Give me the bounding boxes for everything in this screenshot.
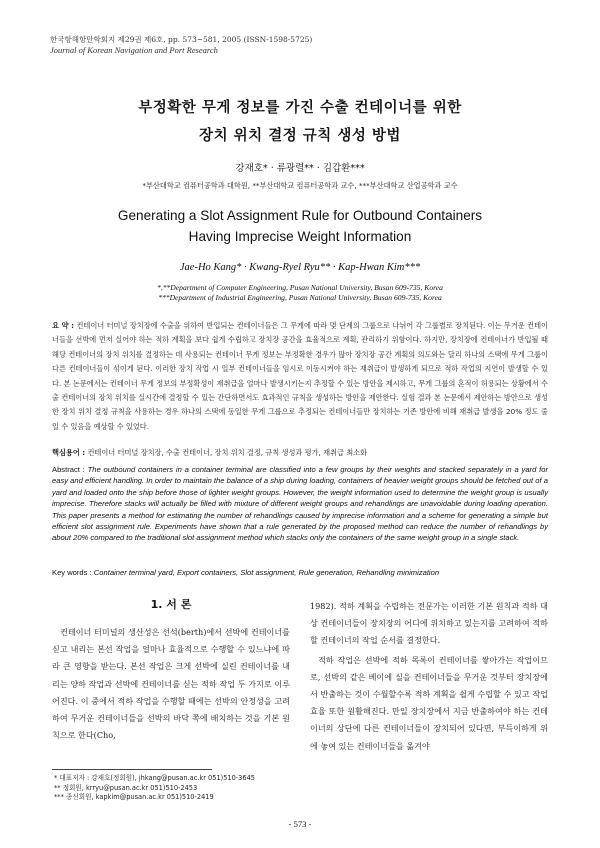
abstract-en-text: The outbound containers in a container terminal are classified into a few groups by their weights and stacked separately in a yard for easy and efficient handling. In order to maintain the balance of a ship during loading, containers of heavier weight groups should be fetched out of a yard and loaded onto the ship before those of lighter weight groups. However, the weight information used to determine the weight group is usually imprecise. Therefore stacks will actually be filled with mixture of different weight groups and rehandlings are unavoidable during loading operation. This paper presents a method for estimating the number of rehandlings caused by imprecise information and a scheme for generating a simple but efficient slot assignment rule. Experiments have shown that a rule generated by the proposed method can reduce the number of rehandlings by about 20% compared to the traditional slot assignment method which stacks only the containers of the same weight group in a single stack. [52,465,548,543]
intro-left-column: 컨테이너 터미널의 생산성은 선석(berth)에서 선박에 컨테이너를 싣고 내리는 본선 작업을 얼마나 효율적으로 수행할 수 있느냐에 따라 큰 영향을 받는다. 본선 작업은 크게 선박에 실린 컨테이너를 내리는 양하 작업과 선박에 컨테이너를 싣는 적하 작업 두 가지로 이루어진다. 이 중에서 적하 작업을 수행할 때에는 선박의 안정성을 고려하여 무거운 컨테이너들을 선박의 바닥 쪽에 배치하는 것을 기본 원칙으로 한다(Cho, [52,627,290,741]
footnote-divider [52,769,212,770]
title-en-line2: Having Imprecise Weight Information [188,229,412,244]
page-number: - 573 - [288,819,312,829]
affiliation-ko: *부산대학교 컴퓨터공학과 대학원, **부산대학교 컴퓨터공학과 교수, ***부산대학교 산업공학과 교수 [142,181,458,190]
keywords-ko [52,448,548,458]
title-ko-line2: 장치 위치 결정 규칙 생성 방법 [199,128,401,144]
affiliation-en-line1: *,**Department of Computer Engineering, Pusan National University, Busan 609-735, Korea [157,283,443,292]
footnote-3: *** 종신회원, kapkim@pusan.ac.kr 051)510-2419 [54,793,214,802]
intro-right-paragraph-2: 적하 작업은 선박에 적하 목록이 컨테이너를 쌓아가는 작업이므로, 선박의 같은 베이에 실을 컨테이너들을 무거운 것부터 장치장에서 반출하는 것이 수월할수록 적하 계획을 쉽게 수립할 수 있고 작업 효율 또한 원활해진다. 만일 장치장에서 지금 반출하여야 하는 컨테이너의 상단에 다른 컨테이너들이 장치되어 있다면, 부득이하게 위에 놓여 있는 컨테이너들을 옮겨야 [310,654,548,751]
section-heading: 1. 서 론 [150,598,192,611]
title-en-line1: Generating a Slot Assignment Rule for Outbound Containers [117,208,483,223]
keywords-en [52,568,548,577]
journal-name: Journal of Korean Navigation and Port Research [50,45,218,55]
affiliation-en-line2: ***Department of Industrial Engineering, Pusan National University, Busan 609-735, Korea [158,293,442,302]
abstract-ko-text: 컨테이너 터미널 장치장에 수출을 위하여 반입되는 컨테이너들은 그 무게에 따라 몇 단계의 그룹으로 나뉘어 각 그룹별로 장치된다. 이는 무거운 컨테이너들을 선박에 먼저 실어야 하는 적하 계획을 보다 쉽게 수립하고 장치장 공간을 효율적으로 계획, 관리하기 위함이다. 하지만, 장치장에 컨테이너가 반입될 때 해당 컨테이너의 장치 위치를 결정하는 데 사용되는 컨테이너 무게 정보는 부정확한 경우가 많아 장치장 공간 계획의 의도와는 달리 하나의 스택에 무게 그룹이 다른 컨테이너들이 섞이게 된다. 이러한 장치 작업 시 일부 컨테이너들을 임시로 이동시켜야 하는 재취급이 발생하게 되므로 적하 작업의 지연이 발생할 수 있다. 본 논문에서는 컨테이너 무게 정보의 부정확성이 재취급을 얼마나 발생시키는지 추정할 수 있는 방안을 제시하고, 무게 그룹의 혼적이 허용되는 상황에서 수출 컨테이너의 장치 위치를 실시간에 결정할 수 있는 간단하면서도 효과적인 규칙을 생성하는 방안을 제안한다. 실험 결과 본 논문에서 제안하는 방안으로 생성한 장치 위치 결정 규칙을 사용하는 경우 하나의 스택에 동일한 무게 그룹으로 추정되는 컨테이너들만 장치하는 기존 방안에 비해 재취급 발생을 20% 정도 줄일 수 있음을 예상할 수 있었다. [52,321,549,431]
footnote-2: ** 정회원, krryu@pusan.ac.kr 051)510-2453 [54,783,198,792]
keywords-ko-text: 컨테이너 터미널 장치장, 수출 컨테이너, 장치 위치 결정, 규칙 생성과 평가, 재취급 최소화 [87,448,368,457]
footnotes [54,774,255,803]
abstract-ko [52,319,548,434]
journal-citation: 한국항해항만학회지 제29권 제6호, pp. 573~581, 2005 (ISSN-1598-5725) [50,35,313,44]
keywords-en-text: Container terminal yard, Export containers, Slot assignment, Rule generation, Rehandling minimization [93,568,440,577]
abstract-en [52,464,548,544]
keywords-en-label: Key words : [52,568,92,577]
abstract-en-label: Abstract : [52,465,85,474]
abstract-ko-label: 요 약 : [52,321,75,330]
title-ko-line1: 부정확한 무게 정보를 가진 수출 컨테이너를 위한 [138,100,462,116]
intro-right-paragraph-1: 1982). 적하 계획을 수립하는 전문가는 이러한 기본 원칙과 적하 대상 컨테이너들이 장치장의 어디에 위치하고 있는지를 고려하여 적하할 컨테이너의 작업 순서를 결정한다. [310,601,548,646]
footnote-1: * 대표저자 : 강재호(정회원), jhkang@pusan.ac.kr 051)510-3645 [54,774,255,782]
intro-right-column [310,598,548,756]
authors-ko: 강재호* · 류광렬** · 김갑환*** [235,163,365,174]
keywords-ko-label: 핵심용어 : [52,448,86,457]
authors-en: Jae-Ho Kang* · Kwang-Ryel Ryu** · Kap-Hwan Kim*** [179,262,421,273]
